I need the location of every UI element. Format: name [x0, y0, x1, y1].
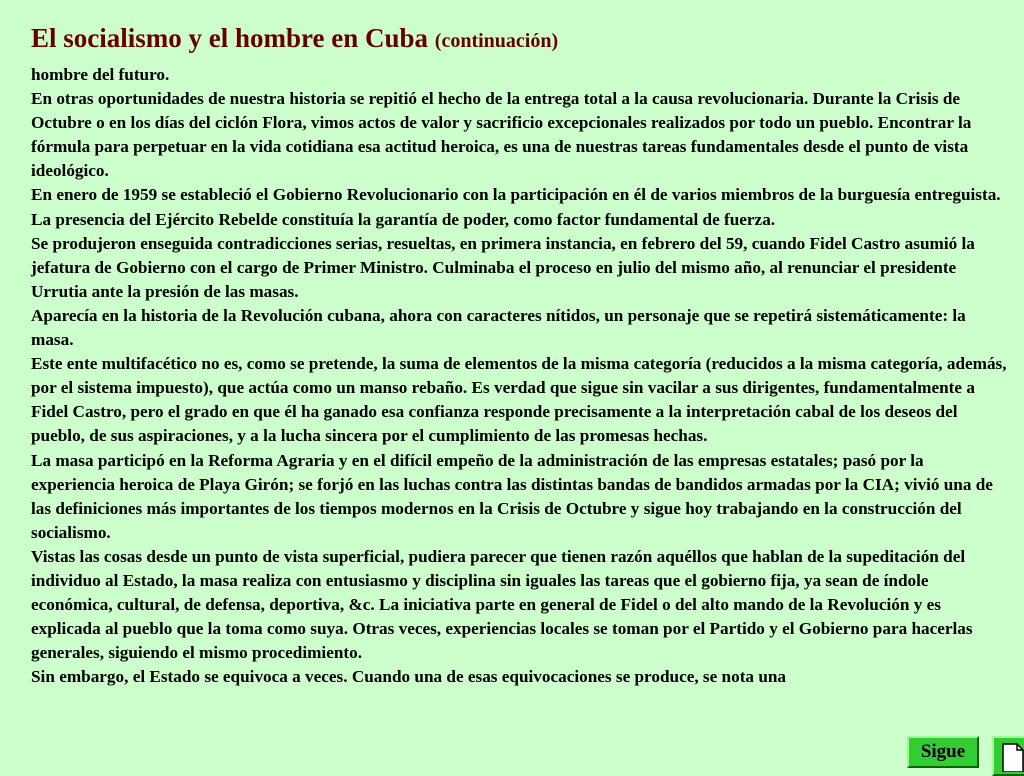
article-body [31, 63, 1007, 689]
paragraph: Sin embargo, el Estado se equivoca a veces. Cuando una de esas equivocaciones se produce, se nota una [31, 667, 787, 687]
page-title [31, 20, 1011, 59]
paragraph: hombre del futuro. [31, 65, 170, 84]
document-icon-button[interactable] [992, 736, 1024, 776]
paragraph: Vistas las cosas desde un punto de vista superficial, pudiera parecer que tienen razón aquéllos que hablan de la supeditación del individuo al Estado, la masa realiza con entusiasmo y disciplina sin iguales las tareas que el gobierno fija, ya sean de índole económica, cultural, de defensa, deportiva, &c. La iniciativa parte en general de Fidel o del alto mando de la Revolución y es explicada al pueblo que la toma como suya. Otras veces, experiencias locales se toman por el Partido y el Gobierno para hacerlas generales, siguiendo el mismo procedimiento. [31, 546, 973, 663]
paragraph: En otras oportunidades de nuestra historia se repitió el hecho de la entrega total a la causa revolucionaria. Durante la Crisis de Octubre o en los días del ciclón Flora, vimos actos de valor y sacrificio excepcionales realizados por todo un pueblo. Encontrar la fórmula para perpetuar en la vida cotidiana esa actitud heroica, es una de nuestras tareas fundamentales desde el punto de vista ideológico. [31, 89, 972, 181]
paragraph: La masa participó en la Reforma Agraria y en el difícil empeño de la administración de las empresas estatales; pasó por la experiencia heroica de Playa Girón; se forjó en las luchas contra las distintas bandas de bandidos armadas por la CIA; vivió una de las definiciones más importantes de los tiempos modernos en la Crisis de Octubre y sigue hoy trabajando en la construcción del socialismo. [31, 450, 993, 542]
paragraph: Este ente multifacético no es, como se pretende, la suma de elementos de la misma categoría (reducidos a la misma categoría, además, por el sistema impuesto), que actúa como un manso rebaño. Es verdad que sigue sin vacilar a sus dirigentes, fundamentalmente a Fidel Castro, pero el grado en que él ha ganado esa confianza responde precisamente a la interpretación cabal de los deseos del pueblo, de sus aspiraciones, y a la lucha sincera por el cumplimiento de las promesas hechas. [31, 354, 1007, 446]
paragraph: Aparecía en la historia de la Revolución cubana, ahora con caracteres nítidos, un personaje que se repetirá sistemáticamente: la masa. [31, 305, 966, 350]
paragraph: En enero de 1959 se estableció el Gobierno Revolucionario con la participación en él de varios miembros de la burguesía entreguista. La presencia del Ejército Rebelde constituía la garantía de poder, como factor fundamental de fuerza. [31, 185, 1001, 229]
title-subtitle: (continuación) [434, 30, 559, 52]
title-main: El socialismo y el hombre en Cuba [31, 23, 429, 53]
paragraph: Se produjeron enseguida contradicciones serias, resueltas, en primera instancia, en febrero del 59, cuando Fidel Castro asumió la jefatura de Gobierno con el cargo de Primer Ministro. Culminaba el proceso en julio del mismo año, al renunciar el presidente Urrutia ante la presión de las masas. [31, 233, 975, 301]
next-button[interactable]: Sigue [907, 736, 979, 768]
